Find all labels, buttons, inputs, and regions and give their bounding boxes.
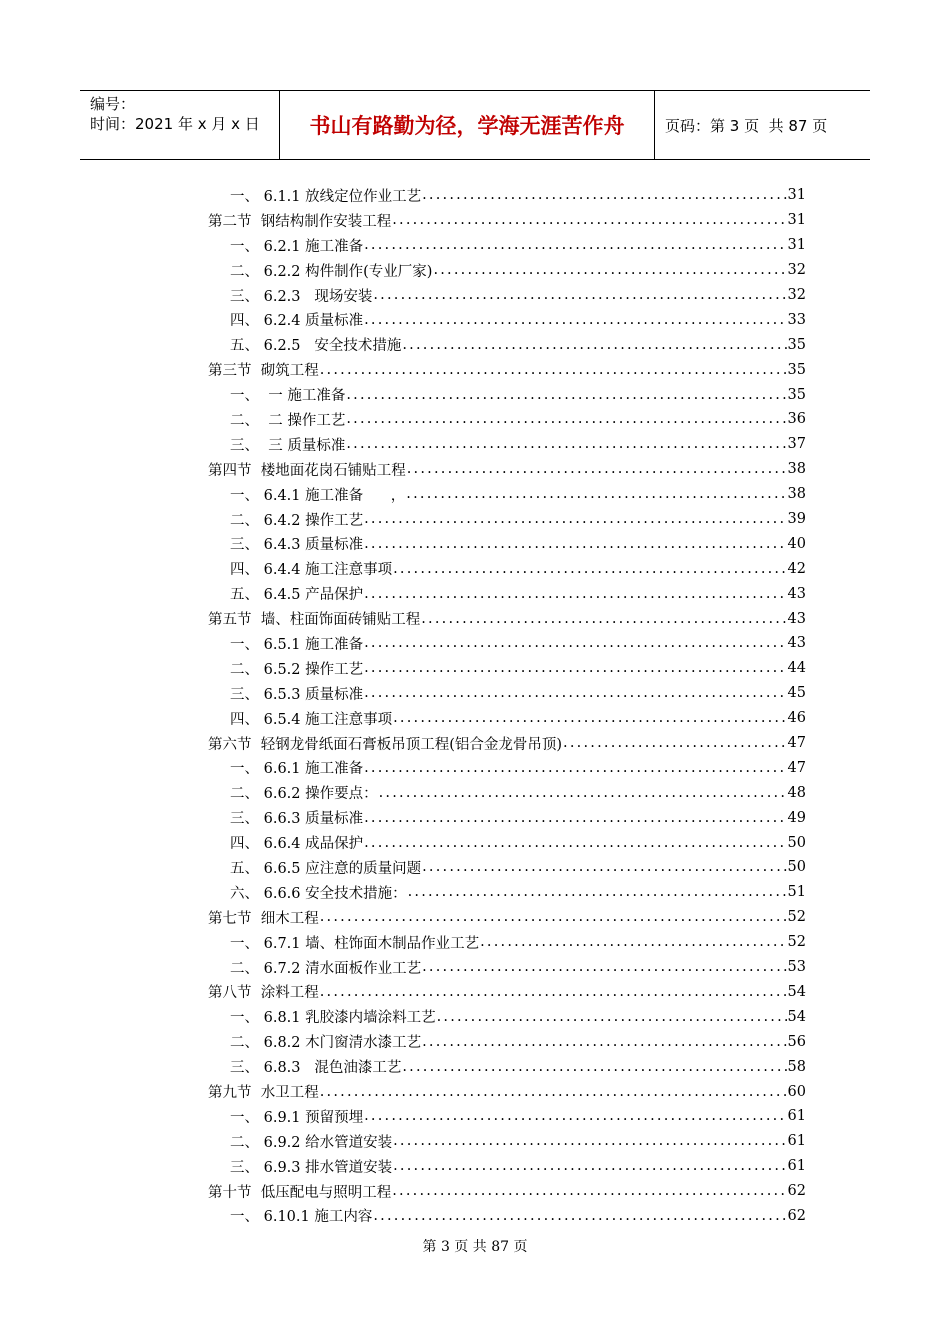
document-number-label: 编号： xyxy=(90,95,136,113)
toc-page-number: 61 xyxy=(787,1158,806,1175)
toc-page-number: 35 xyxy=(787,361,806,378)
toc-entry-title: 一、 6.5.1 施工准备 xyxy=(230,636,364,653)
toc-subentry[interactable] xyxy=(208,1004,806,1029)
toc-dot-leader xyxy=(563,735,787,751)
toc-dot-leader xyxy=(393,561,786,577)
toc-page-number: 32 xyxy=(787,262,806,279)
toc-subentry[interactable] xyxy=(208,805,806,830)
toc-page-number: 61 xyxy=(787,1133,806,1150)
toc-entry-title: 二、 6.7.2 清水面板作业工艺 xyxy=(230,960,422,977)
toc-page-number: 35 xyxy=(787,386,806,403)
toc-entry-title: 三、 6.2.3 现场安装 xyxy=(230,288,373,305)
toc-entry-title: 第八节 涂料工程 xyxy=(208,985,319,1002)
toc-page-number: 45 xyxy=(787,685,806,702)
toc-dot-leader xyxy=(364,660,786,676)
toc-dot-leader xyxy=(421,611,786,627)
toc-page-number: 52 xyxy=(787,934,806,951)
toc-subentry[interactable] xyxy=(208,855,806,880)
toc-dot-leader xyxy=(406,486,786,502)
toc-subentry[interactable] xyxy=(208,955,806,980)
page-footer: 第 3 页 共 87 页 xyxy=(422,1239,528,1255)
toc-subentry[interactable] xyxy=(208,531,806,556)
toc-dot-leader xyxy=(364,536,786,552)
toc-page-number: 62 xyxy=(787,1183,806,1200)
toc-dot-leader xyxy=(364,237,786,253)
toc-entry-title: 二、 6.8.2 木门窗清水漆工艺 xyxy=(230,1035,422,1052)
toc-page-number: 36 xyxy=(787,411,806,428)
toc-entry-title: 二、 6.9.2 给水管道安装 xyxy=(230,1134,393,1151)
toc-dot-leader xyxy=(320,909,787,925)
toc-entry-title: 六、 6.6.6 安全技术措施： xyxy=(230,885,407,902)
toc-entry-title: 四、 6.4.4 施工注意事项 xyxy=(230,562,393,579)
toc-subentry[interactable] xyxy=(208,880,806,905)
toc-page-number: 40 xyxy=(787,535,806,552)
toc-dot-leader xyxy=(480,934,786,950)
toc-entry-title: 三、 6.6.3 质量标准 xyxy=(230,811,364,828)
toc-section-entry[interactable] xyxy=(208,606,806,631)
toc-dot-leader xyxy=(422,187,786,203)
toc-subentry[interactable] xyxy=(208,507,806,532)
toc-page-number: 33 xyxy=(787,311,806,328)
toc-subentry[interactable] xyxy=(208,681,806,706)
toc-entry-title: 第九节 水卫工程 xyxy=(208,1085,319,1101)
toc-page-number: 44 xyxy=(787,660,806,677)
toc-subentry[interactable] xyxy=(208,556,806,581)
toc-entry-title: 一、 6.2.1 施工准备 xyxy=(230,238,364,255)
toc-entry-title: 四、 6.6.4 成品保护 xyxy=(230,836,364,853)
toc-subentry[interactable] xyxy=(208,482,806,507)
toc-dot-leader xyxy=(364,635,786,651)
toc-dot-leader xyxy=(364,760,786,776)
toc-dot-leader xyxy=(422,959,786,975)
toc-dot-leader xyxy=(392,1183,786,1199)
toc-entry-title: 第四节 楼地面花岗石铺贴工程 xyxy=(208,462,406,479)
toc-page-number: 31 xyxy=(787,237,806,254)
toc-section-entry[interactable] xyxy=(208,357,806,382)
toc-subentry[interactable] xyxy=(208,432,806,457)
toc-entry-title: 二、 6.5.2 操作工艺 xyxy=(230,661,364,678)
toc-dot-leader xyxy=(422,1034,786,1050)
toc-page-number: 47 xyxy=(787,759,806,776)
toc-subentry[interactable] xyxy=(208,581,806,606)
toc-entry-title: 第十节 低压配电与照明工程 xyxy=(208,1184,392,1201)
toc-dot-leader xyxy=(393,710,786,726)
toc-dot-leader xyxy=(364,586,786,602)
toc-subentry[interactable] xyxy=(208,307,806,332)
toc-dot-leader xyxy=(407,461,787,477)
toc-page-number: 43 xyxy=(787,610,806,627)
toc-dot-leader xyxy=(392,212,786,228)
toc-entry-title: 五、 6.2.5 安全技术措施 xyxy=(230,338,402,355)
toc-subentry[interactable] xyxy=(208,1029,806,1054)
toc-page-number: 50 xyxy=(787,859,806,876)
toc-page-number: 32 xyxy=(787,287,806,303)
toc-entry-title: 二、 6.6.2 操作要点： xyxy=(230,786,378,803)
page-header xyxy=(80,90,870,160)
toc-dot-leader xyxy=(373,1208,786,1224)
toc-page-number: 47 xyxy=(787,735,806,752)
toc-entry-title: 三、 6.5.3 质量标准 xyxy=(230,686,364,703)
toc-subentry[interactable] xyxy=(208,1129,806,1154)
toc-subentry[interactable] xyxy=(208,1054,806,1079)
toc-subentry[interactable] xyxy=(208,382,806,407)
toc-subentry[interactable] xyxy=(208,631,806,656)
toc-dot-leader xyxy=(393,1158,786,1174)
toc-dot-leader xyxy=(364,1108,786,1124)
toc-dot-leader xyxy=(346,436,786,452)
header-motto: 书山有路勤为径，学海无涯苦作舟 xyxy=(280,91,655,159)
toc-subentry[interactable] xyxy=(208,332,806,357)
toc-section-entry[interactable] xyxy=(208,457,806,482)
toc-entry-title: 三、 6.4.3 质量标准 xyxy=(230,537,364,554)
toc-entry-title: 第二节 钢结构制作安装工程 xyxy=(208,213,392,230)
toc-section-entry[interactable] xyxy=(208,980,806,1005)
toc-page-number: 46 xyxy=(787,710,806,727)
toc-page-number: 51 xyxy=(787,884,806,901)
toc-entry-title: 三、 6.9.3 排水管道安装 xyxy=(230,1159,393,1176)
toc-entry-title: 五、 6.4.5 产品保护 xyxy=(230,587,364,604)
toc-page-number: 50 xyxy=(787,834,806,851)
toc-dot-leader xyxy=(402,337,786,353)
toc-section-entry[interactable] xyxy=(208,1179,806,1204)
toc-section-entry[interactable] xyxy=(208,731,806,756)
toc-entry-title: 二、 6.4.2 操作工艺 xyxy=(230,512,364,529)
toc-entry-title: 二、 二 操作工艺 xyxy=(230,412,346,429)
toc-dot-leader xyxy=(364,685,786,701)
toc-dot-leader xyxy=(379,785,787,801)
toc-entry-title: 三、 6.8.3 混色油漆工艺 xyxy=(230,1060,402,1077)
toc-subentry[interactable] xyxy=(208,780,806,805)
toc-page-number: 43 xyxy=(787,635,806,652)
toc-subentry[interactable] xyxy=(208,183,806,208)
toc-dot-leader xyxy=(373,287,786,303)
toc-subentry[interactable] xyxy=(208,830,806,855)
toc-page-number: 35 xyxy=(787,336,806,353)
toc-entry-title: 四、 6.5.4 施工注意事项 xyxy=(230,711,393,728)
toc-entry-title: 一、 6.8.1 乳胶漆内墙涂料工艺 xyxy=(230,1010,436,1027)
toc-subentry[interactable] xyxy=(208,233,806,258)
toc-dot-leader xyxy=(422,859,786,875)
toc-dot-leader xyxy=(433,262,786,278)
toc-page-number: 48 xyxy=(787,784,806,801)
toc-page-number: 31 xyxy=(787,187,806,204)
toc-page-number: 31 xyxy=(787,212,806,229)
table-of-contents xyxy=(208,183,806,1228)
toc-subentry[interactable] xyxy=(208,283,806,308)
toc-dot-leader xyxy=(393,1133,786,1149)
toc-dot-leader xyxy=(364,312,786,328)
toc-section-entry[interactable] xyxy=(208,208,806,233)
toc-page-number: 56 xyxy=(787,1033,806,1050)
toc-page-number: 43 xyxy=(787,585,806,602)
toc-page-number: 49 xyxy=(787,809,806,826)
toc-subentry[interactable] xyxy=(208,1154,806,1179)
toc-entry-title: 一、 一 施工准备 xyxy=(230,388,346,405)
document-time-label: 时间：2021 年 x 月 x 日 xyxy=(90,115,260,133)
toc-entry-title: 一、 6.10.1 施工内容 xyxy=(230,1209,373,1226)
header-page-info: 页码：第 3 页 共 87 页 xyxy=(665,116,828,135)
toc-entry-title: 一、 6.9.1 预留预埋 xyxy=(230,1109,364,1126)
toc-dot-leader xyxy=(320,984,787,1000)
toc-dot-leader xyxy=(320,1084,787,1100)
toc-entry-title: 二、 6.2.2 构件制作(专业厂家) xyxy=(230,263,433,280)
toc-subentry[interactable] xyxy=(208,930,806,955)
toc-subentry[interactable] xyxy=(208,656,806,681)
toc-subentry[interactable] xyxy=(208,407,806,432)
toc-page-number: 62 xyxy=(787,1207,806,1224)
header-meta xyxy=(80,91,280,159)
toc-page-number: 54 xyxy=(787,983,806,1000)
toc-dot-leader xyxy=(364,810,786,826)
toc-page-number: 60 xyxy=(787,1083,806,1100)
toc-subentry[interactable] xyxy=(208,258,806,283)
toc-entry-title: 一、 6.7.1 墙、柱饰面木制品作业工艺 xyxy=(230,935,480,952)
toc-entry-title: 第六节 轻钢龙骨纸面石膏板吊顶工程(铝合金龙骨吊顶) xyxy=(208,736,563,753)
toc-entry-title: 三、 三 质量标准 xyxy=(230,437,346,454)
toc-entry-title: 一、 6.4.1 施工准备 ， xyxy=(230,487,406,504)
toc-page-number: 37 xyxy=(787,436,806,453)
toc-section-entry[interactable] xyxy=(208,905,806,930)
toc-dot-leader xyxy=(346,387,786,403)
toc-entry-title: 第五节 墙、柱面饰面砖铺贴工程 xyxy=(208,612,421,629)
toc-dot-leader xyxy=(402,1059,786,1075)
toc-page-number: 53 xyxy=(787,959,806,976)
toc-dot-leader xyxy=(408,884,787,900)
toc-page-number: 58 xyxy=(787,1058,806,1075)
toc-subentry[interactable] xyxy=(208,1204,806,1229)
toc-dot-leader xyxy=(364,511,786,527)
toc-subentry[interactable] xyxy=(208,755,806,780)
toc-entry-title: 四、 6.2.4 质量标准 xyxy=(230,313,364,330)
toc-entry-title: 一、 6.1.1 放线定位作业工艺 xyxy=(230,188,422,205)
toc-entry-title: 一、 6.6.1 施工准备 xyxy=(230,761,364,778)
toc-page-number: 61 xyxy=(787,1108,806,1125)
toc-dot-leader xyxy=(437,1009,787,1025)
toc-page-number: 54 xyxy=(787,1008,806,1025)
toc-page-number: 52 xyxy=(787,909,806,926)
toc-section-entry[interactable] xyxy=(208,1079,806,1104)
toc-subentry[interactable] xyxy=(208,706,806,731)
toc-dot-leader xyxy=(320,362,787,378)
toc-page-number: 39 xyxy=(787,511,806,528)
toc-page-number: 38 xyxy=(787,461,806,478)
toc-page-number: 38 xyxy=(787,486,806,503)
toc-entry-title: 五、 6.6.5 应注意的质量问题 xyxy=(230,860,422,877)
toc-subentry[interactable] xyxy=(208,1104,806,1129)
toc-page-number: 42 xyxy=(787,560,806,577)
toc-entry-title: 第三节 砌筑工程 xyxy=(208,363,319,380)
toc-dot-leader xyxy=(364,835,786,851)
toc-entry-title: 第七节 细木工程 xyxy=(208,910,319,927)
toc-dot-leader xyxy=(346,411,786,427)
